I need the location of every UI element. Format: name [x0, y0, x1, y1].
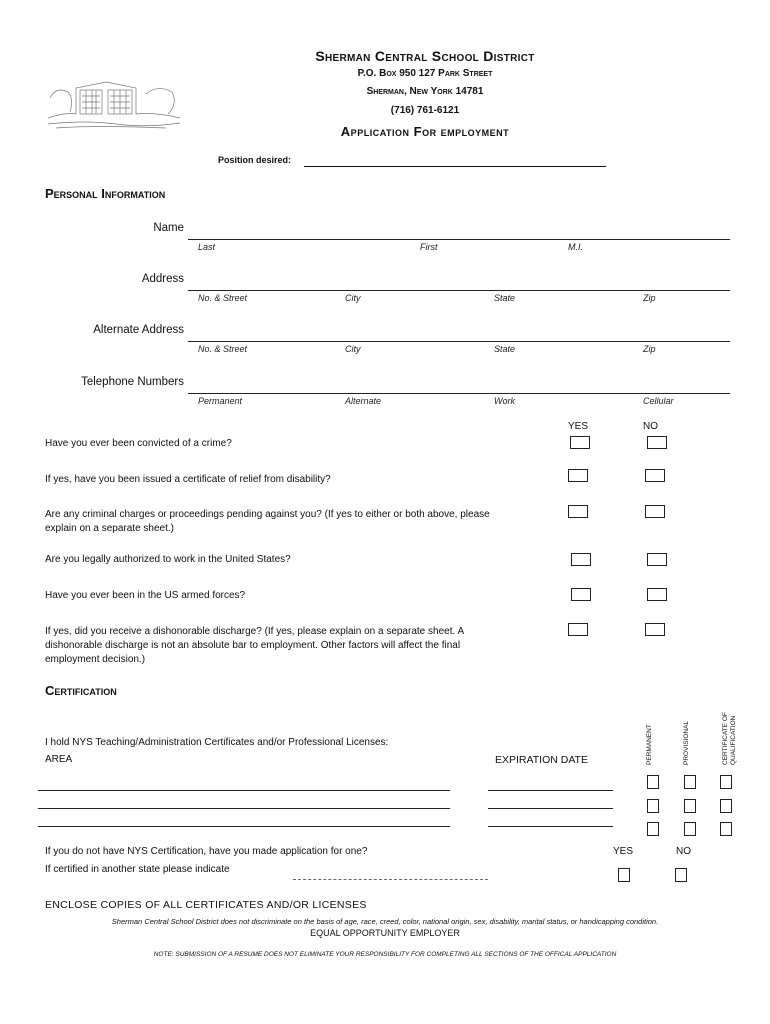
question-pending-charges: Are any criminal charges or proceedings pending against you? (If yes to either or both above, please explain on a separate sheet.): [45, 509, 490, 534]
alternate-address-field[interactable]: [188, 341, 730, 342]
alternate-address-label: Alternate Address: [93, 324, 184, 336]
alt-address-sub-city: City: [345, 344, 361, 354]
permanent-checkbox-3[interactable]: [647, 822, 659, 836]
other-state-field[interactable]: [293, 879, 488, 880]
col-permanent: PERMANENT: [646, 724, 653, 765]
address-sub-city: City: [345, 293, 361, 303]
cert-yes-label: YES: [613, 846, 634, 857]
applied-no-checkbox[interactable]: [675, 868, 687, 882]
name-field[interactable]: [188, 239, 730, 240]
telephone-label: Telephone Numbers: [81, 376, 184, 388]
col-qualification-line2: QUALIFICATION: [730, 715, 737, 765]
phone-sub-work: Work: [494, 396, 515, 406]
provisional-checkbox-2[interactable]: [684, 799, 696, 813]
question-authorized: Are you legally authorized to work in the United States?: [45, 554, 291, 565]
no-column-label: NO: [643, 421, 658, 432]
applied-yes-checkbox[interactable]: [618, 868, 630, 882]
phone-sub-alternate: Alternate: [345, 396, 382, 406]
provisional-checkbox-1[interactable]: [684, 775, 696, 789]
yes-column-label: YES: [568, 421, 589, 432]
dishonorable-yes-checkbox[interactable]: [568, 623, 588, 636]
district-po-box: P.O. Box 950 127 Park Street: [357, 68, 493, 79]
col-qualification-line1: CERTIFICATE OF: [722, 712, 729, 765]
nondiscrimination-statement: Sherman Central School District does not discriminate on the basis of age, race, creed, color, national origin, sex, disability, marital status, or handicapping condition.: [111, 917, 659, 926]
expiration-date-label: EXPIRATION DATE: [495, 754, 588, 766]
name-sub-last: Last: [198, 242, 216, 252]
relief-no-checkbox[interactable]: [645, 469, 665, 482]
expiration-field-3[interactable]: [488, 826, 613, 827]
name-sub-mi: M.I.: [568, 242, 583, 252]
district-city: Sherman, New York 14781: [366, 86, 484, 97]
relief-yes-checkbox[interactable]: [568, 469, 588, 482]
hold-certificates-text: I hold NYS Teaching/Administration Certificates and/or Professional Licenses:: [45, 737, 389, 748]
armed-forces-yes-checkbox[interactable]: [571, 588, 591, 601]
pending-yes-checkbox[interactable]: [568, 505, 588, 518]
school-building-sketch: [46, 68, 182, 130]
convicted-no-checkbox[interactable]: [647, 436, 667, 449]
address-sub-state: State: [494, 293, 516, 303]
position-desired-field[interactable]: [304, 166, 606, 167]
equal-opportunity-employer: EQUAL OPPORTUNITY EMPLOYER: [310, 928, 460, 938]
dishonorable-no-checkbox[interactable]: [645, 623, 665, 636]
permanent-checkbox-1[interactable]: [647, 775, 659, 789]
telephone-field[interactable]: [188, 393, 730, 394]
certification-heading: Certification: [45, 683, 117, 698]
other-state-label: If certified in another state please indicate: [45, 864, 230, 875]
enclose-copies-text: ENCLOSE COPIES OF ALL CERTIFICATES AND/OR LICENSES: [45, 899, 367, 911]
provisional-checkbox-3[interactable]: [684, 822, 696, 836]
district-phone: (716) 761-6121: [390, 105, 460, 116]
address-label: Address: [141, 273, 184, 285]
convicted-yes-checkbox[interactable]: [570, 436, 590, 449]
address-sub-street: No. & Street: [198, 293, 248, 303]
form-title: Application For employment: [340, 124, 510, 139]
pending-no-checkbox[interactable]: [645, 505, 665, 518]
authorized-no-checkbox[interactable]: [647, 553, 667, 566]
personal-information-heading: Personal Information: [45, 186, 166, 201]
qualification-checkbox-3[interactable]: [720, 822, 732, 836]
name-sub-first: First: [420, 242, 438, 252]
address-field[interactable]: [188, 290, 730, 291]
area-label: AREA: [45, 754, 73, 765]
expiration-field-2[interactable]: [488, 808, 613, 809]
position-desired-label: Position desired:: [218, 155, 292, 165]
armed-forces-no-checkbox[interactable]: [647, 588, 667, 601]
name-label: Name: [153, 222, 184, 234]
address-sub-zip: Zip: [643, 293, 656, 303]
resume-note: NOTE: SUBMISSION OF A RESUME DOES NOT ELIMINATE YOUR RESPONSIBILITY FOR COMPLETING ALL SECTIONS OF THE OFFICAL APPLICATION: [153, 951, 617, 958]
district-name: Sherman Central School District: [315, 48, 535, 64]
qualification-checkbox-2[interactable]: [720, 799, 732, 813]
alt-address-sub-zip: Zip: [643, 344, 656, 354]
no-certification-question: If you do not have NYS Certification, have you made application for one?: [45, 846, 368, 857]
phone-sub-cellular: Cellular: [643, 396, 674, 406]
area-field-1[interactable]: [38, 790, 450, 791]
phone-sub-permanent: Permanent: [198, 396, 243, 406]
area-field-3[interactable]: [38, 826, 450, 827]
alt-address-sub-state: State: [494, 344, 516, 354]
area-field-2[interactable]: [38, 808, 450, 809]
permanent-checkbox-2[interactable]: [647, 799, 659, 813]
expiration-field-1[interactable]: [488, 790, 613, 791]
col-provisional: PROVISIONAL: [683, 720, 690, 765]
question-armed-forces: Have you ever been in the US armed forces?: [45, 590, 246, 601]
cert-no-label: NO: [676, 846, 691, 857]
qualification-checkbox-1[interactable]: [720, 775, 732, 789]
question-certificate-relief: If yes, have you been issued a certificate of relief from disability?: [45, 474, 331, 485]
alt-address-sub-street: No. & Street: [198, 344, 248, 354]
question-convicted: Have you ever been convicted of a crime?: [45, 438, 232, 449]
question-dishonorable: If yes, did you receive a dishonorable discharge? (If yes, please explain on a separate sheet. A dishonorable discharge is not an absolute bar to employment. Other factors will affect the final employment decision.): [45, 626, 464, 665]
authorized-yes-checkbox[interactable]: [571, 553, 591, 566]
